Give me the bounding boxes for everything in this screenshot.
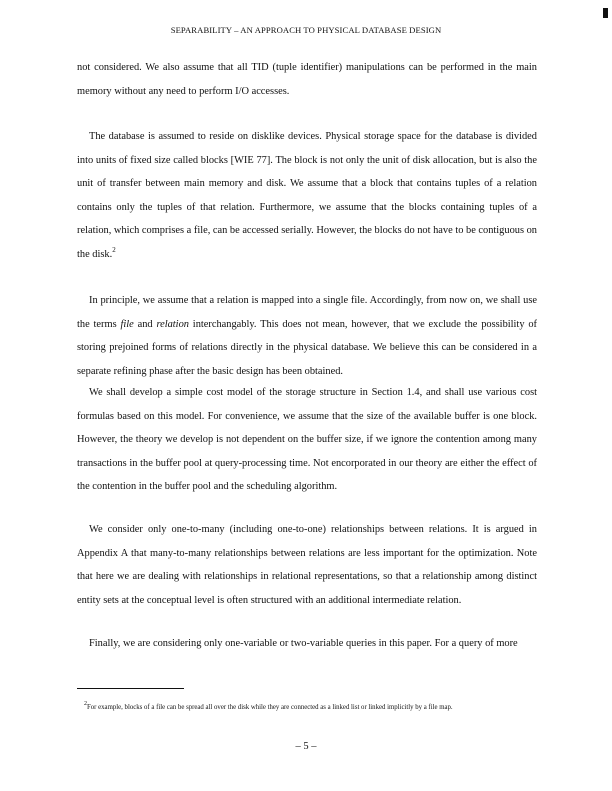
footnote-text: For example, blocks of a file can be spread all over the disk while they are connected as a linked list or linked implicitly by a file map. [87,704,453,711]
running-header: SEPARABILITY – AN APPROACH TO PHYSICAL DATABASE DESIGN [170,25,442,35]
paragraph-storage-text: The database is assumed to reside on disklike devices. Physical storage space for the database is divided into units of fixed size called blocks [WIE 77]. The block is not only the unit of disk allocation, but is also the unit of transfer between main memory and disk. We assume that a block that contains tuples of a relation contains only the tuples of that relation. Furthermore, we assume that the blocks containing tuples of a relation, which comprises a file, can be accessed serially. However, the blocks do not have to be contiguous on the disk. [77,131,537,260]
paragraph-continuation: not considered. We also assume that all TID (tuple identifier) manipulations can be performed in the main memory without any need to perform I/O accesses. [77,62,537,97]
scan-corner-mark [603,8,608,18]
paragraph-text: interchangably. This does not mean, however, that we exclude the possibility of storing prejoined forms of relations directly in the physical database. We believe this can be considered in a separate refining phase after the basic design has been obtained. [77,318,538,377]
page-number: – 5 – [295,741,317,752]
paragraph-storage [77,125,537,267]
paragraph-text: and [133,318,157,330]
paragraph-relationships: We consider only one-to-many (including one-to-one) relationships between relations. It is argued in Appendix A that many-to-many relationships between relations are less important for the optimization. Note that here we are dealing with relationships in relational representations, so that a relationship among distinct entity sets at the conceptual level is often structured with an additional intermediate relation. [77,524,537,606]
footnote [84,701,554,711]
emphasis-term-relation: relation [156,318,189,330]
paragraph-cost-model: We shall develop a simple cost model of the storage structure in Section 1.4, and shall use various cost formulas based on this model. For convenience, we assume that the size of the available buffer is one block. However, the theory we develop is not dependent on the buffer size, if we ignore the contention among many transactions in the buffer pool at query-processing time. Not encorporated in our theory are either the effect of the contention in the buffer pool and the scheduling algorithm. [77,387,537,493]
footnote-reference: 2 [112,245,116,254]
emphasis-term-file: file [120,318,134,330]
footnote-divider [77,688,184,689]
paragraph-queries: Finally, we are considering only one-variable or two-variable queries in this paper. For a query of more [89,638,518,649]
paragraph-text: In principle, we assume that a relation is mapped into a single file. Accordingly, from now on, we shall use the terms [77,295,537,330]
footnote-marker: 2 [84,701,87,707]
paragraph-file-relation [77,289,537,383]
